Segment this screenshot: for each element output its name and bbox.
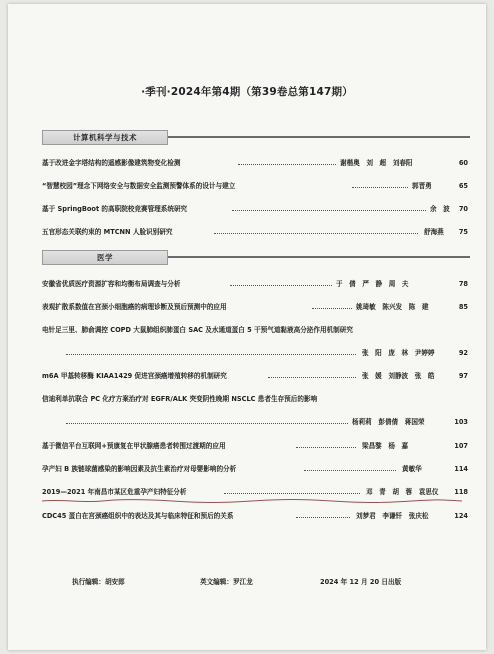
entry-page: 65 xyxy=(458,182,468,190)
journal-page xyxy=(8,4,486,650)
toc-entry[interactable] xyxy=(42,510,468,522)
entry-authors: 谢楷奥 刘 超 刘春阳 xyxy=(340,159,413,167)
leader-dots xyxy=(238,157,336,165)
leader-dots xyxy=(268,370,356,378)
leader-dots xyxy=(66,347,356,355)
entry-page: 107 xyxy=(454,442,468,450)
toc-entry[interactable] xyxy=(42,180,468,192)
leader-dots xyxy=(230,278,332,286)
entry-authors: 杨莉莉 彭倩倩 蒋国荣 xyxy=(352,418,425,426)
leader-dots xyxy=(224,486,360,494)
section-label-medicine: 医学 xyxy=(42,250,168,265)
section-label-computer-science: 计算机科学与技术 xyxy=(42,130,168,145)
footer-publication-date: 2024 年 12 月 20 日出版 xyxy=(320,578,402,586)
entry-title: 信迪利单抗联合 PC 化疗方案治疗对 EGFR/ALK 突变阴性晚期 NSCLC 患者生存预后的影响 xyxy=(42,395,318,403)
entry-title: 五官形态关联约束的 MTCNN 人脸识别研究 xyxy=(42,228,173,236)
toc-entry[interactable] xyxy=(42,324,468,336)
toc-entry-highlighted[interactable] xyxy=(42,486,468,498)
entry-page: 124 xyxy=(454,512,468,520)
entry-page: 92 xyxy=(458,349,468,357)
toc-entry[interactable] xyxy=(42,301,468,313)
toc-entry-continuation[interactable] xyxy=(42,347,468,359)
entry-title: “智慧校园”理念下网络安全与数据安全监测预警体系的设计与建立 xyxy=(42,182,236,190)
section-divider xyxy=(168,256,470,258)
entry-page: 114 xyxy=(454,465,468,473)
leader-dots xyxy=(214,226,418,234)
entry-authors: 姚琦敏 陈兴发 陈 建 xyxy=(356,303,429,311)
entry-authors: 刘梦君 李谦钎 张庆松 xyxy=(356,512,429,520)
entry-title: 基于改进金字塔结构的遥感影像建筑物变化检测 xyxy=(42,159,181,167)
entry-authors: 黄敏华 xyxy=(402,465,422,473)
entry-title: 安徽省优质医疗资源扩容和均衡布局调查与分析 xyxy=(42,280,181,288)
toc-entry[interactable] xyxy=(42,226,468,238)
entry-title: 基于 SpringBoot 的高职院校竞赛管理系统研究 xyxy=(42,205,188,213)
leader-dots xyxy=(312,301,352,309)
footer-english-editor: 英文编辑：罗江龙 xyxy=(200,578,253,586)
entry-authors: 张 阳 庞 林 尹婷婷 xyxy=(362,349,435,357)
entry-authors: 梁昌黎 杨 嘉 xyxy=(362,442,409,450)
entry-authors: 余 波 xyxy=(430,205,450,213)
entry-title: 基于微信平台互联网+预康复在甲状腺癌患者转围过渡期的应用 xyxy=(42,442,226,450)
entry-title: 2019—2021 年南昌市某区危重孕产妇特征分析 xyxy=(42,488,187,496)
leader-dots xyxy=(296,510,350,518)
toc-entry[interactable] xyxy=(42,370,468,382)
section-divider xyxy=(168,136,470,138)
entry-title: 电针足三里、肺俞调控 COPD 大鼠肺组织肺蛋白 SAC 及水通道蛋白 5 干预气道黏液高分泌作用机制研究 xyxy=(42,326,353,334)
entry-title: CDC45 蛋白在宫颈癌组织中的表达及其与临床特征和预后的关系 xyxy=(42,512,234,520)
toc-entry[interactable] xyxy=(42,463,468,475)
entry-page: 60 xyxy=(458,159,468,167)
leader-dots xyxy=(352,180,408,188)
pen-underline-mark xyxy=(42,498,462,504)
toc-entry[interactable] xyxy=(42,393,468,405)
entry-title: 孕产妇 B 族链球菌感染的影响因素及抗生素治疗对母婴影响的分析 xyxy=(42,465,237,473)
entry-authors: 于 倩 严 静 周 夫 xyxy=(336,280,409,288)
entry-page: 103 xyxy=(454,418,468,426)
leader-dots xyxy=(232,203,426,211)
leader-dots xyxy=(296,440,356,448)
entry-page: 118 xyxy=(454,488,468,496)
toc-entry[interactable] xyxy=(42,440,468,452)
entry-authors: 邓 青 胡 蓉 袁思仪 xyxy=(366,488,439,496)
toc-entry[interactable] xyxy=(42,278,468,290)
entry-page: 70 xyxy=(458,205,468,213)
entry-authors: 郭晋勇 xyxy=(412,182,432,190)
entry-page: 78 xyxy=(458,280,468,288)
entry-title: 表观扩散系数值在宫颈小细胞癌的病理诊断及预后预测中的应用 xyxy=(42,303,227,311)
entry-authors: 张 媛 刘静波 张 皓 xyxy=(362,372,435,380)
issue-header: ·季刊·2024年第4期（第39卷总第147期） xyxy=(141,86,353,98)
entry-title: m6A 甲基转移酶 KIAA1429 促进宫颈癌增殖转移的机制研究 xyxy=(42,372,227,380)
leader-dots xyxy=(304,463,396,471)
footer-executive-editor: 执行编辑：胡安郎 xyxy=(72,578,125,586)
toc-entry[interactable] xyxy=(42,157,468,169)
toc-entry[interactable] xyxy=(42,203,468,215)
toc-entry-continuation[interactable] xyxy=(42,416,468,428)
entry-authors: 舒海燕 xyxy=(424,228,444,236)
entry-page: 97 xyxy=(458,372,468,380)
entry-page: 85 xyxy=(458,303,468,311)
leader-dots xyxy=(66,416,348,424)
entry-page: 75 xyxy=(458,228,468,236)
